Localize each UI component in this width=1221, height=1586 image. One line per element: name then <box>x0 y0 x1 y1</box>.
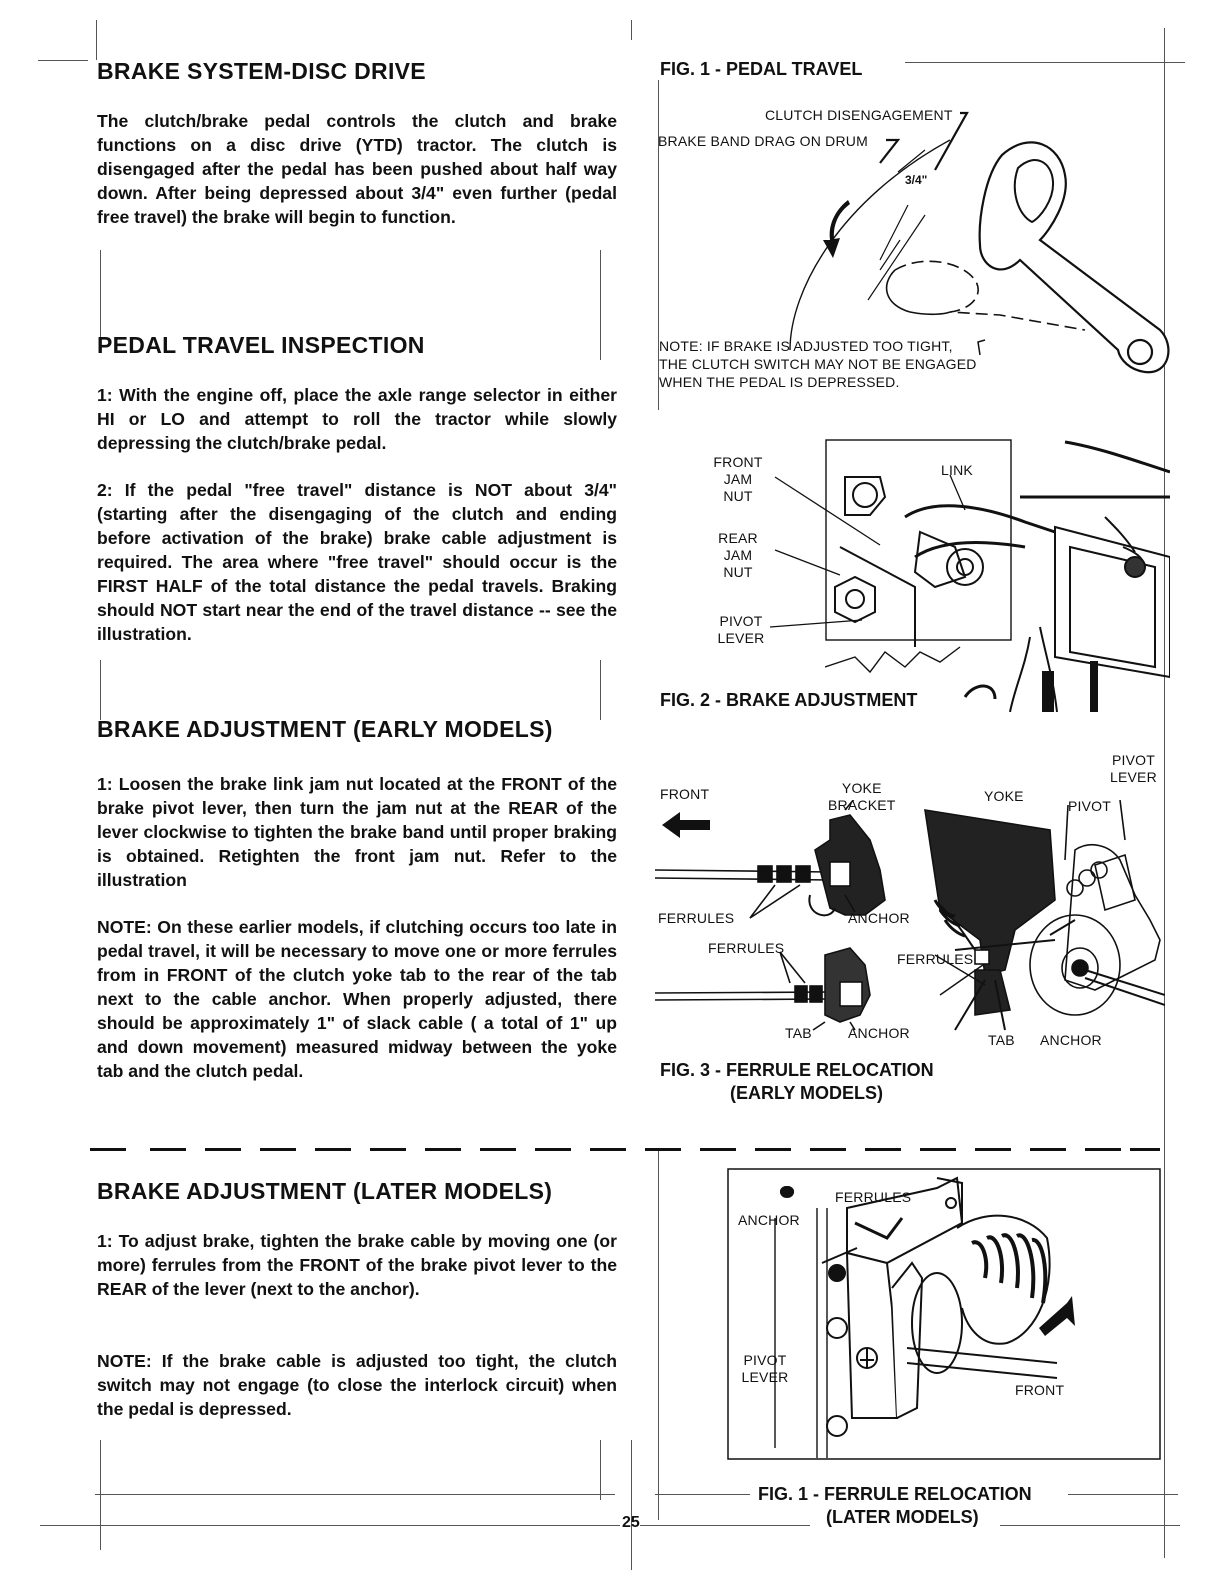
fig2-label-link: LINK <box>941 462 973 478</box>
fig3-label-pivot: PIVOT <box>1068 798 1112 814</box>
fig3-label-tab-b: TAB <box>988 1032 1015 1048</box>
bottom-rule-right-3 <box>640 1525 810 1526</box>
fig4-label-ferrules: FERRULES <box>835 1189 912 1205</box>
fig2-pivot-line2: LEVER <box>717 630 765 646</box>
fig3-label-anchor-b: ANCHOR <box>848 1025 910 1041</box>
left-column-rule-5 <box>100 1440 101 1550</box>
heading-brake-system: BRAKE SYSTEM-DISC DRIVE <box>97 58 426 84</box>
fig2-rear-line1: REAR <box>718 530 758 546</box>
fig3-yoke-bracket-line1: YOKE <box>841 780 882 796</box>
fig4-label-anchor: ANCHOR <box>738 1212 800 1228</box>
left-column-rule-6 <box>600 1440 601 1500</box>
bottom-rule-right-2 <box>1068 1494 1178 1495</box>
right-column-rule-2 <box>658 1150 659 1520</box>
fig3-label-ferrules-a: FERRULES <box>658 910 735 926</box>
later-step-1: 1: To adjust brake, tighten the brake cable by moving one (or more) ferrules from the FRONT of the brake pivot lever to the REAR of the lever (next to the anchor). <box>97 1231 617 1299</box>
fig3-pivot-lever-line1: PIVOT <box>1111 752 1155 768</box>
fig1-note-line3: WHEN THE PEDAL IS DEPRESSED. <box>659 374 900 390</box>
fig1-note-line1: NOTE: IF BRAKE IS ADJUSTED TOO TIGHT, <box>659 338 953 354</box>
early-note: NOTE: On these earlier models, if clutching occurs too late in pedal travel, it will be necessary to move one or more ferrules from in FRONT of the clutch yoke tab to the rear of the tab next to the cable anchor. When properly adjusted, there should be approximately 1" of slack cable ( a total of 1" up and down movement) measured midway between the yoke tab and the clutch pedal. <box>97 917 617 1081</box>
fig3-title-line1: FIG. 3 - FERRULE RELOCATION <box>660 1060 934 1080</box>
brake-system-paragraph: The clutch/brake pedal controls the clutch and brake functions on a disc drive (YTD) tractor. The clutch is disengaged after the pedal has been pushed about half way down. After being depressed about 3/4" even further (pedal free travel) the brake will begin to function. <box>97 111 617 227</box>
center-line-top <box>631 20 632 40</box>
fig1-note-line2: THE CLUTCH SWITCH MAY NOT BE ENGAGED <box>659 356 977 372</box>
later-note: NOTE: If the brake cable is adjusted too tight, the clutch switch may not engage (to close the interlock circuit) when the pedal is depressed. <box>97 1351 617 1419</box>
fig4-pivot-line2: LEVER <box>741 1369 789 1385</box>
fig3-pivot-lever-line2: LEVER <box>1110 769 1157 785</box>
fig3-yoke-bracket-line2: BRACKET <box>828 797 896 813</box>
bottom-rule-right-4 <box>1000 1525 1180 1526</box>
early-step-1: 1: Loosen the brake link jam nut located at the FRONT of the brake pivot lever, then turn the jam nut at the REAR of the lever clockwise to tighten the brake band until proper braking is obtained. Retighten the front jam nut. Refer to the illustration <box>97 774 617 890</box>
fig3-label-anchor-a: ANCHOR <box>848 910 910 926</box>
left-column-rule-2 <box>600 250 601 360</box>
page-number: 25 <box>622 1514 640 1531</box>
fig2-label-front-jam-nut <box>708 454 768 505</box>
left-column-rule-4 <box>600 660 601 720</box>
fig4-pivot-line1: PIVOT <box>743 1352 787 1368</box>
fig1-label-brake: BRAKE BAND DRAG ON DRUM <box>658 133 868 149</box>
bottom-rule-left <box>95 1494 615 1495</box>
fig2-rear-line2: JAM NUT <box>723 547 753 580</box>
fig3-label-tab-a: TAB <box>785 1025 812 1041</box>
left-margin-line <box>96 20 97 60</box>
top-rule-right <box>905 62 1185 63</box>
heading-pedal-travel-inspection: PEDAL TRAVEL INSPECTION <box>97 332 425 358</box>
fig3-label-anchor-c: ANCHOR <box>1040 1032 1102 1048</box>
fig3-label-yoke: YOKE <box>984 788 1024 804</box>
fig1-label-clutch: CLUTCH DISENGAGEMENT <box>765 107 953 123</box>
fig4-label-pivot-lever <box>740 1352 790 1386</box>
bottom-rule-left-2 <box>40 1525 620 1526</box>
fig4-title-line2: (LATER MODELS) <box>826 1507 979 1527</box>
fig3-label-ferrules-b: FERRULES <box>708 940 785 956</box>
fig2-pivot-line1: PIVOT <box>719 613 763 629</box>
fig3-label-front: FRONT <box>660 786 710 802</box>
fig3-label-ferrules-c: FERRULES <box>897 951 974 967</box>
fig4-title-line1: FIG. 1 - FERRULE RELOCATION <box>758 1484 1032 1504</box>
fig2-leader-lines <box>770 465 970 645</box>
heading-brake-adjustment-later: BRAKE ADJUSTMENT (LATER MODELS) <box>97 1178 553 1204</box>
fig2-label-pivot-lever <box>716 613 766 647</box>
fig3-label-pivot-lever <box>1110 752 1157 786</box>
fig3-title-line2: (EARLY MODELS) <box>730 1083 884 1103</box>
fig2-front-line1: FRONT <box>713 454 763 470</box>
fig1-dimension: 3/4" <box>905 173 928 187</box>
fig2-label-rear-jam-nut <box>708 530 768 581</box>
fig4-label-front: FRONT <box>1015 1382 1065 1398</box>
heading-brake-adjustment-early: BRAKE ADJUSTMENT (EARLY MODELS) <box>97 716 553 742</box>
fig2-front-line2: JAM NUT <box>723 471 753 504</box>
inspection-step-1: 1: With the engine off, place the axle range selector in either HI or LO and attempt to roll the tractor while slowly depressing the clutch/brake pedal. <box>97 385 617 453</box>
bottom-rule-right <box>655 1494 750 1495</box>
fig2-title: FIG. 2 - BRAKE ADJUSTMENT <box>660 690 918 710</box>
fig1-pedal-diagram <box>640 90 1180 390</box>
top-rule-left <box>38 60 88 61</box>
inspection-step-2: 2: If the pedal "free travel" distance is NOT about 3/4" (starting after the disengaging of the clutch and ending before activation of the brake) brake cable adjustment is required. The area where "free travel" should occur is the FIRST HALF of the total distance the pedal travels. Braking should NOT start near the end of the travel distance -- see the illustration. <box>97 480 617 644</box>
center-line-bottom <box>631 1440 632 1570</box>
left-column-rule-3 <box>100 660 101 720</box>
fig1-title: FIG. 1 - PEDAL TRAVEL <box>660 59 863 79</box>
